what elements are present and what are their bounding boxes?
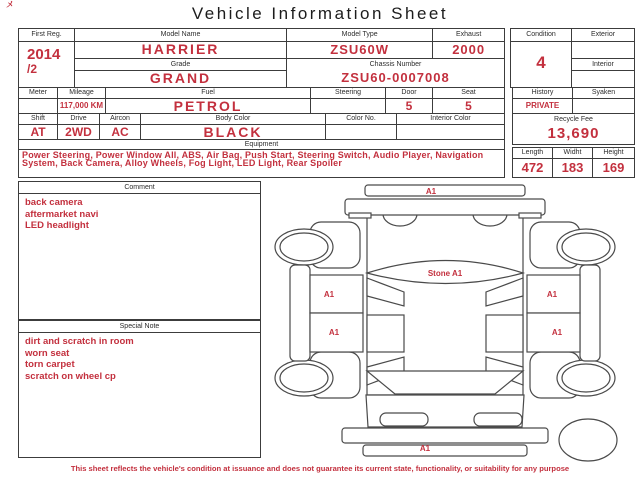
shift-label: Shift [19, 114, 58, 124]
front-bumper-main [345, 199, 545, 215]
left-taillight-icon [380, 413, 428, 426]
mileage-value: 117,000 KM [58, 99, 106, 113]
steering-value [311, 99, 386, 113]
type-chassis-cell [287, 29, 504, 87]
mileage-label: Mileage [58, 88, 106, 98]
comment-content [19, 194, 260, 235]
interior-label: Interior [572, 59, 634, 72]
left-front-door-damage-mark: A1 [323, 290, 335, 299]
model-name-label: Model Name [75, 29, 286, 42]
right-taillight-icon [474, 413, 522, 426]
body-color-value: BLACK [141, 125, 326, 139]
history-recycle-panel [512, 87, 635, 145]
condition-value: 4 [536, 53, 546, 72]
left-rear-door-damage-mark: A1 [328, 328, 340, 337]
meter-label: Meter [19, 88, 58, 98]
height-label: Height [603, 149, 624, 156]
body-color-label: Body Color [141, 114, 326, 124]
first-reg-value [19, 42, 74, 77]
special-note-content [19, 333, 260, 385]
grade-label: Grade [75, 59, 286, 72]
right-mid-sill [486, 315, 523, 352]
rear-bumper-lower [363, 445, 527, 456]
fuel-value: PETROL [106, 99, 311, 113]
model-type-value: ZSU60W [330, 42, 390, 57]
chassis-cell [287, 59, 504, 87]
shift-value: AT [19, 125, 58, 139]
right-rear-door-damage-mark: A1 [551, 328, 563, 337]
aircon-label: Aircon [100, 114, 141, 124]
model-grade-cell [75, 29, 287, 87]
door-value: 5 [386, 99, 433, 113]
fuel-label: Fuel [106, 88, 311, 98]
front-bumper-damage-mark: A1 [425, 187, 437, 196]
length-value: 472 [513, 159, 553, 177]
color-no-label: Color No. [326, 114, 397, 124]
front-left-wheel-icon [275, 229, 333, 265]
grade-value: GRAND [149, 70, 212, 87]
exterior-value [572, 42, 634, 59]
comment-box [18, 181, 261, 320]
page-title: Vehicle Information Sheet [191, 4, 449, 23]
left-side-rail [290, 265, 310, 361]
special-note-line: worn seat [25, 347, 70, 359]
chassis-number-value: ZSU60-0007008 [341, 70, 450, 85]
recycle-fee-value: 13,690 [547, 125, 600, 142]
left-front-door-panel [310, 275, 363, 313]
special-note-line: dirt and scratch in room [25, 336, 134, 347]
spec-grid [18, 87, 505, 178]
first-reg-month: /2 [27, 62, 38, 76]
rear-bumper-damage-mark: A1 [419, 444, 431, 453]
chassis-number-label: Chassis Number [369, 61, 422, 68]
exhaust-cell [433, 29, 504, 58]
syaken-value [573, 99, 634, 113]
exterior-interior-cell [572, 29, 634, 87]
rear-window [367, 371, 523, 394]
first-reg-cell [19, 29, 75, 87]
first-reg-label: First Reg. [19, 29, 74, 42]
width-value: 183 [553, 159, 593, 177]
special-note-box [18, 320, 261, 458]
windshield-damage-mark: Stone A1 [427, 269, 463, 278]
door-label: Door [386, 88, 433, 98]
exterior-label: Exterior [572, 29, 634, 42]
rear-left-wheel-icon [275, 360, 333, 396]
spare-tire-icon [559, 419, 617, 461]
rear-right-wheel-icon [557, 360, 615, 396]
length-label: Length [513, 148, 553, 158]
right-front-door-damage-mark: A1 [546, 290, 558, 299]
interior-value [572, 71, 634, 87]
condition-panel [510, 28, 635, 88]
rear-bumper-main [342, 428, 548, 443]
dimensions-panel [512, 147, 635, 178]
corner-mark: メ [6, 0, 14, 9]
equipment-label: Equipment [19, 140, 504, 150]
recycle-fee-label: Recycle Fee [554, 116, 593, 123]
comment-line: LED headlight [25, 220, 89, 231]
first-reg-year: 2014 [27, 46, 61, 63]
car-damage-diagram [263, 180, 640, 465]
width-label: Widht [553, 148, 593, 158]
model-name-value: HARRIER [75, 42, 286, 59]
model-type-label: Model Type [287, 29, 432, 42]
syaken-label: Syaken [591, 89, 616, 96]
history-value: PRIVATE [513, 99, 573, 113]
meter-value [19, 99, 58, 113]
front-right-wheel-icon [557, 229, 615, 265]
model-type-cell [287, 29, 433, 58]
equipment-value: Power Steering, Power Window All, ABS, Air Bag, Push Start, Steering Switch, Audio Player, Navigation System, Back Camera, Alloy Wheels, Fog Light, LED Light, Rear Spoiler [22, 150, 484, 169]
condition-cell [511, 29, 572, 87]
seat-label: Seat [461, 89, 476, 96]
left-mid-sill [367, 315, 404, 352]
front-bumper-left-tab [349, 213, 371, 218]
exhaust-label: Exhaust [433, 29, 504, 42]
history-label: History [513, 88, 573, 98]
height-value: 169 [602, 160, 625, 175]
comment-line: back camera [25, 197, 83, 208]
aircon-value: AC [100, 125, 141, 139]
special-note-label: Special Note [19, 321, 260, 333]
drive-label: Drive [58, 114, 100, 124]
interior-color-label: Interior Color [430, 115, 471, 122]
seat-value: 5 [465, 99, 472, 113]
disclaimer-text: This sheet reflects the vehicle's condition at issuance and does not guarantee its current state, functionality, or suitability for any purpose [70, 464, 570, 473]
right-side-rail [580, 265, 600, 361]
exhaust-value: 2000 [452, 42, 486, 57]
drive-value: 2WD [58, 125, 100, 139]
special-note-line: torn carpet [25, 359, 75, 370]
front-bumper-upper [365, 185, 525, 196]
condition-label: Condition [511, 29, 571, 42]
steering-label: Steering [311, 88, 386, 98]
color-no-value [326, 125, 397, 139]
identity-panel [18, 28, 505, 88]
interior-color-value [397, 125, 504, 139]
comment-line: aftermarket navi [25, 208, 99, 220]
special-note-line: scratch on wheel cp [25, 370, 116, 382]
front-bumper-right-tab [519, 213, 541, 218]
comment-label: Comment [19, 182, 260, 194]
